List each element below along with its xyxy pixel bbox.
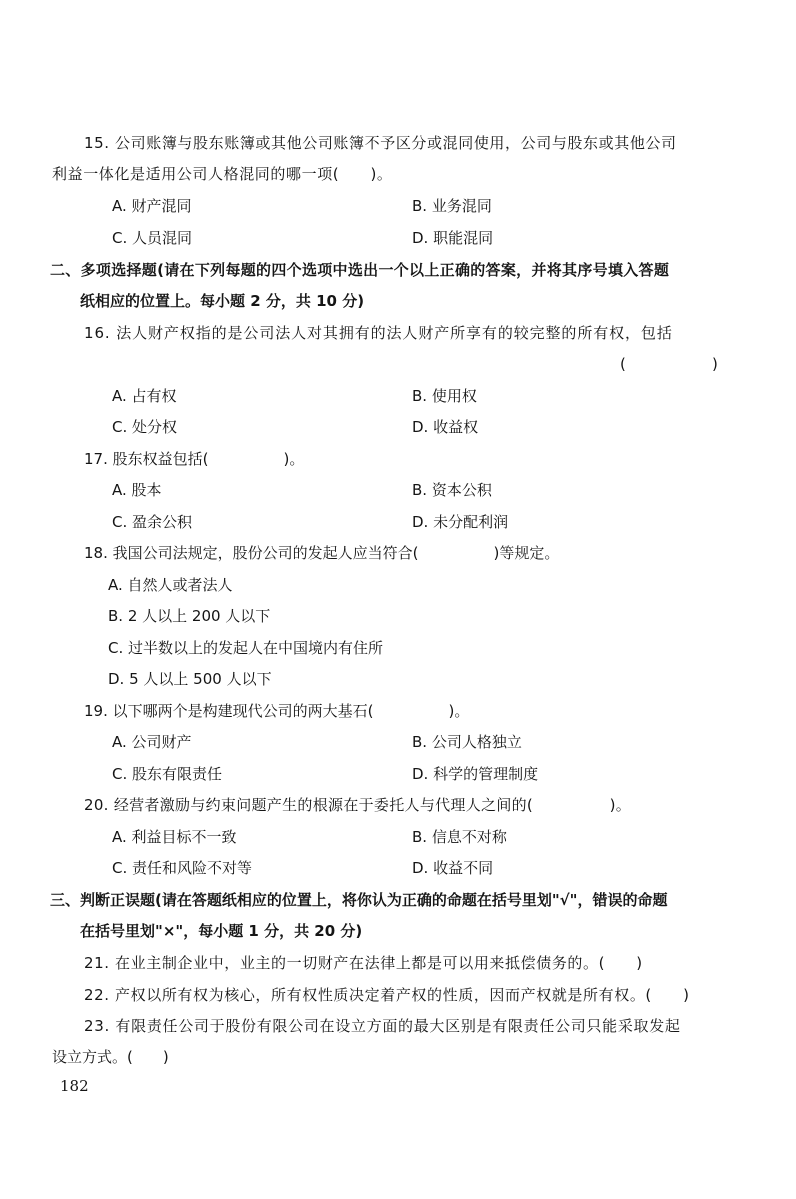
q15-option-c: C. 人员混同 [112, 229, 193, 247]
q16-paren-close: ) [712, 355, 718, 373]
q20-option-d: D. 收益不同 [412, 859, 494, 877]
q16-paren-open: ( [620, 355, 626, 373]
q20-option-a: A. 利益目标不一致 [112, 828, 237, 846]
q15-option-a: A. 财产混同 [112, 197, 192, 215]
q23-line-1: 23. 有限责任公司于股份有限公司在设立方面的最大区别是有限责任公司只能采取发起 [84, 1017, 681, 1035]
q15-line-1: 15. 公司账簿与股东账簿或其他公司账簿不予区分或混同使用，公司与股东或其他公司 [84, 134, 677, 152]
q16-option-b: B. 使用权 [412, 387, 477, 405]
q15-option-d: D. 职能混同 [412, 229, 494, 247]
q19-option-c: C. 股东有限责任 [112, 765, 223, 783]
q16-option-a: A. 占有权 [112, 387, 177, 405]
section-3-heading-line-2: 在括号里划"×"，每小题 1 分，共 20 分) [80, 922, 363, 940]
q19-option-a: A. 公司财产 [112, 733, 192, 751]
q17-option-d: D. 未分配利润 [412, 513, 509, 531]
q16-option-d: D. 收益权 [412, 418, 479, 436]
q16-option-c: C. 处分权 [112, 418, 178, 436]
q17-line-1: 17. 股东权益包括( )。 [84, 450, 305, 468]
q17-option-b: B. 资本公积 [412, 481, 492, 499]
q18-option-c: C. 过半数以上的发起人在中国境内有住所 [108, 639, 384, 657]
q22-line-1: 22. 产权以所有权为核心，所有权性质决定着产权的性质，因而产权就是所有权。( ) [84, 986, 690, 1004]
q23-line-2: 设立方式。( ) [52, 1048, 169, 1066]
q18-option-a: A. 自然人或者法人 [108, 576, 233, 594]
q19-line-1: 19. 以下哪两个是构建现代公司的两大基石( )。 [84, 702, 470, 720]
q15-option-b: B. 业务混同 [412, 197, 492, 215]
q18-option-d: D. 5 人以上 500 人以下 [108, 670, 272, 688]
q15-line-2: 利益一体化是适用公司人格混同的哪一项( )。 [52, 165, 393, 183]
q18-option-b: B. 2 人以上 200 人以下 [108, 607, 271, 625]
q18-line-1: 18. 我国公司法规定，股份公司的发起人应当符合( )等规定。 [84, 544, 560, 562]
section-3-heading-line-1: 三、判断正误题(请在答题纸相应的位置上，将你认为正确的命题在括号里划"√"，错误的命题 [50, 891, 668, 909]
q16-line-1: 16. 法人财产权指的是公司法人对其拥有的法人财产所享有的较完整的所有权，包括 [84, 324, 673, 342]
q20-line-1: 20. 经营者激励与约束问题产生的根源在于委托人与代理人之间的( )。 [84, 796, 632, 814]
q20-option-b: B. 信息不对称 [412, 828, 507, 846]
page-number: 182 [60, 1077, 89, 1095]
q21-line-1: 21. 在业主制企业中，业主的一切财产在法律上都是可以用来抵偿债务的。( ) [84, 954, 643, 972]
q19-option-b: B. 公司人格独立 [412, 733, 522, 751]
q19-option-d: D. 科学的管理制度 [412, 765, 539, 783]
q17-option-c: C. 盈余公积 [112, 513, 193, 531]
section-2-heading-line-1: 二、多项选择题(请在下列每题的四个选项中选出一个以上正确的答案，并将其序号填入答题 [50, 261, 670, 279]
section-2-heading-line-2: 纸相应的位置上。每小题 2 分，共 10 分) [80, 292, 365, 310]
q20-option-c: C. 责任和风险不对等 [112, 859, 253, 877]
q17-option-a: A. 股本 [112, 481, 162, 499]
